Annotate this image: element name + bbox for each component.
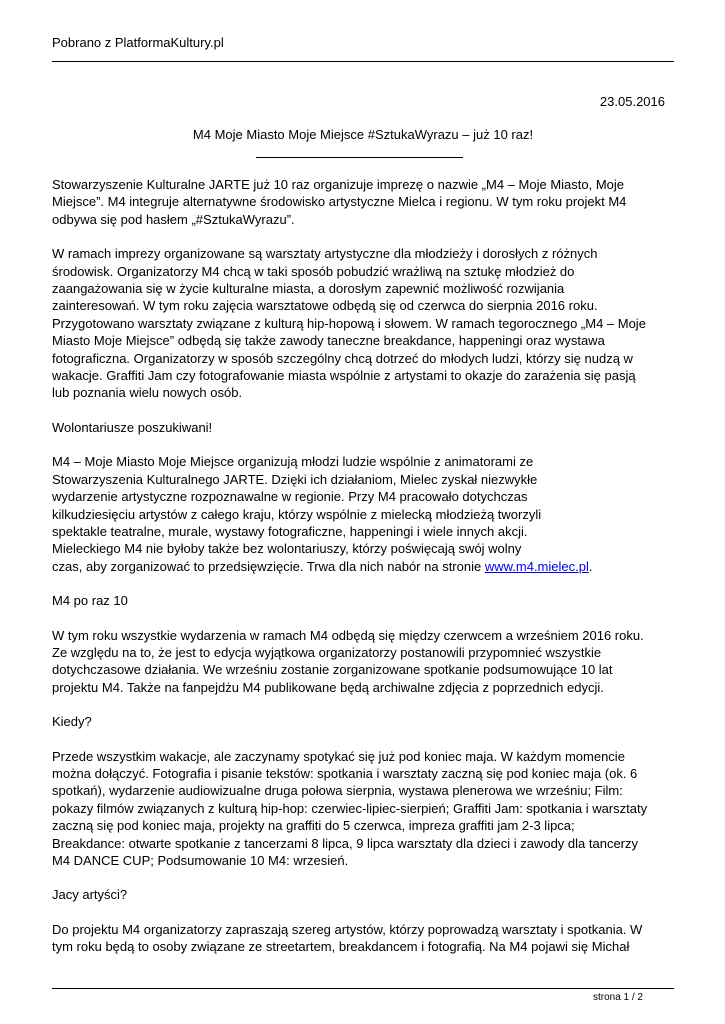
text-line: wydarzenie artystyczne rozpoznawalne w regionie. Przy M4 pracowało dotychczas (52, 489, 528, 505)
text-line: lub poznania wielu nowych osób. (52, 385, 243, 401)
text-line: można dołączyć. Fotografia i pisanie tekstów: spotkania i warsztaty zaczną się pod koniec maja (ok. 6 (52, 765, 638, 781)
section-heading-tenth-edition (52, 592, 672, 609)
section-heading-artists (52, 886, 672, 903)
text-line: środowisk. Organizatorzy M4 chcą w taki sposób pobudzić wrażliwą na sztukę młodzież do (52, 263, 575, 279)
text-line: tym roku będą to osoby związane ze streetartem, breakdancem i fotografią. Na M4 pojawi się Michał (52, 939, 630, 955)
text-segment: . (588, 558, 593, 574)
paragraph-schedule (52, 748, 672, 870)
text-line: Przygotowano warsztaty związane z kulturą hip-hopową i słowem. W ramach tegorocznego „M4 – Moje (52, 315, 646, 331)
paragraph-artists (52, 921, 672, 956)
paragraph-tenth-edition (52, 627, 672, 697)
text-line: Stowarzyszenie Kulturalne JARTE już 10 raz organizuje imprezę o nazwie „M4 – Moje Miasto, Moje (52, 177, 625, 192)
text-line: Wolontariusze poszukiwani! (52, 419, 213, 435)
text-line: projektu M4. Także na fanpejdżu M4 publikowane będą archiwalne zdjęcia z poprzednich edycji. (52, 679, 604, 695)
publication-date: 23.05.2016 (599, 94, 665, 109)
text-line: pokazy filmów związanych z kulturą hip-hop: czerwiec-lipiec-sierpień; Graffiti Jam: spotkania i warsztaty (52, 800, 648, 816)
section-heading-volunteers (52, 419, 672, 436)
text-line: wakacje. Graffiti Jam czy fotografowanie miasta wspólnie z artystami to okazje do zarażenia się pasją (52, 368, 636, 384)
text-line: Kiedy? (52, 714, 92, 730)
article-title: M4 Moje Miasto Moje Miejsce #SztukaWyrazu – już 10 raz! (192, 127, 534, 142)
text-line: W ramach imprezy organizowane są warsztaty artystyczne dla młodzieży i dorosłych z różnych (52, 246, 598, 262)
text-segment: czas, aby zorganizować to przedsięwzięcie. Trwa dla nich nabór na stronie (52, 558, 485, 574)
section-heading-when (52, 713, 672, 730)
text-line: Miejsce”. M4 integruje alternatywne środowisko artystyczne Mielca i regionu. W tym roku projekt M4 (52, 194, 627, 210)
text-line: spektakle teatralne, murale, wystawy fotograficzne, happeningi i wiele innych akcji. (52, 523, 528, 539)
title-underline (256, 157, 463, 158)
text-line: Breakdance: otwarte spotkanie z tancerzami 8 lipca, 9 lipca warsztaty dla dzieci i zawody dla tancerzy (52, 835, 639, 851)
text-line: kilkudziesięciu artystów z całego kraju, którzy wspólnie z mielecką młodzieżą tworzyli (52, 506, 542, 522)
text-line: Do projektu M4 organizatorzy zapraszają szereg artystów, którzy poprowadzą warsztaty i spotkania. W (52, 921, 643, 937)
article-body (52, 176, 672, 973)
footer-divider (52, 988, 674, 989)
text-line: zaangażowania się w życie kulturalne miasta, a dorosłym zapewnić możliwość rozwijania (52, 281, 565, 297)
text-line: spotkań), wydarzenie audiowizualne druga połowa sierpnia, wystawa plenerowa we wrześniu; Film: (52, 783, 623, 799)
text-line: Miasto Moje Miejsce” odbędą się także zawody taneczne breakdance, happeningi oraz wystawa (52, 333, 605, 349)
paragraph-volunteers (52, 453, 672, 575)
text-line: Ze względu na to, że jest to edycja wyjątkowa organizatorzy postanowili przypomnieć wszystkie (52, 644, 602, 660)
text-line-with-link (52, 558, 672, 575)
page-number: strona 1 / 2 (592, 992, 643, 1003)
paragraph-intro (52, 176, 672, 228)
text-line: zaczną się pod koniec maja, projekty na graffiti do 5 czerwca, impreza graffiti jam 2-3 lipca; (52, 818, 575, 834)
text-line: Jacy artyści? (52, 887, 128, 903)
page-header-source: Pobrano z PlatformaKultury.pl (52, 35, 224, 50)
text-line: M4 po raz 10 (52, 593, 128, 609)
text-line: odbywa się pod hasłem „#SztukaWyrazu”. (52, 211, 295, 227)
text-line: Mieleckiego M4 nie byłoby także bez wolontariuszy, którzy poświęcają swój wolny (52, 541, 522, 557)
m4-website-link[interactable]: www.m4.mielec.pl (484, 558, 589, 574)
paragraph-workshops (52, 245, 672, 402)
text-line: W tym roku wszystkie wydarzenia w ramach M4 odbędą się między czerwcem a wrześniem 2016 roku. (52, 627, 644, 643)
text-line: M4 – Moje Miasto Moje Miejsce organizują młodzi ludzie wspólnie z animatorami ze (52, 454, 534, 470)
text-line: Przede wszystkim wakacje, ale zaczynamy spotykać się już pod koniec maja. W każdym momencie (52, 748, 625, 764)
text-line: zainteresowań. W tym roku zajęcia warsztatowe odbędą się od czerwca do sierpnia 2016 roku. (52, 298, 598, 314)
header-divider (52, 61, 674, 62)
text-line: fotograficzna. Organizatorzy w sposób szczególny chcą dotrzeć do młodych ludzi, którzy się nudzą w (52, 350, 633, 366)
text-line: M4 DANCE CUP; Podsumowanie 10 M4: wrzesień. (52, 853, 349, 868)
text-line: dotychczasowe działania. We wrześniu zostanie zorganizowane spotkanie podsumowujące 10 lat (52, 662, 613, 678)
text-line: Stowarzyszenia Kulturalnego JARTE. Dzięki ich działaniom, Mielec zyskał niezwykłe (52, 471, 538, 487)
